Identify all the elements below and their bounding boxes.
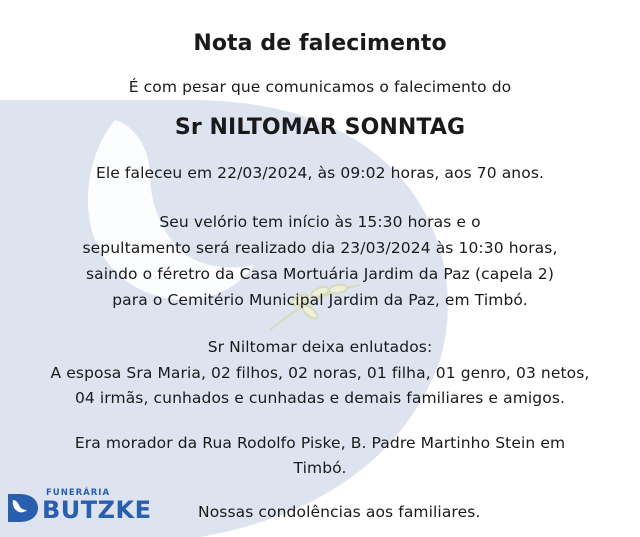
funeral-line: sepultamento será realizado dia 23/03/2024 às 10:30 horas,: [82, 239, 558, 257]
residence-line: Timbó.: [293, 459, 347, 477]
survivors-line: Sr Niltomar deixa enlutados:: [207, 338, 433, 356]
condolences-text: Nossas condolências aos familiares.: [198, 503, 481, 521]
notice-title: Nota de falecimento: [193, 31, 447, 56]
logo-small-text: FUNERÁRIA: [46, 488, 111, 498]
funeraria-logo: [8, 486, 158, 530]
intro-line: É com pesar que comunicamos o falecimento do: [128, 78, 512, 96]
death-info: Ele faleceu em 22/03/2024, às 09:02 horas, aos 70 anos.: [95, 164, 545, 182]
logo-brand-text: BUTZKE: [42, 496, 152, 524]
survivors-line: A esposa Sra Maria, 02 filhos, 02 noras, 01 filha, 01 genro, 03 netos,: [50, 364, 590, 382]
funeral-line: Seu velório tem início às 15:30 horas e o: [159, 213, 481, 231]
funeral-line: para o Cemitério Municipal Jardim da Paz, em Timbó.: [112, 291, 528, 309]
deceased-name: Sr NILTOMAR SONNTAG: [174, 115, 466, 140]
funeral-line: saindo o féretro da Casa Mortuária Jardim da Paz (capela 2): [85, 265, 555, 283]
survivors-line: 04 irmãs, cunhados e cunhadas e demais familiares e amigos.: [74, 389, 566, 407]
dove-d-logo-icon: [8, 494, 38, 522]
residence-line: Era morador da Rua Rodolfo Piske, B. Padre Martinho Stein em: [74, 434, 566, 452]
